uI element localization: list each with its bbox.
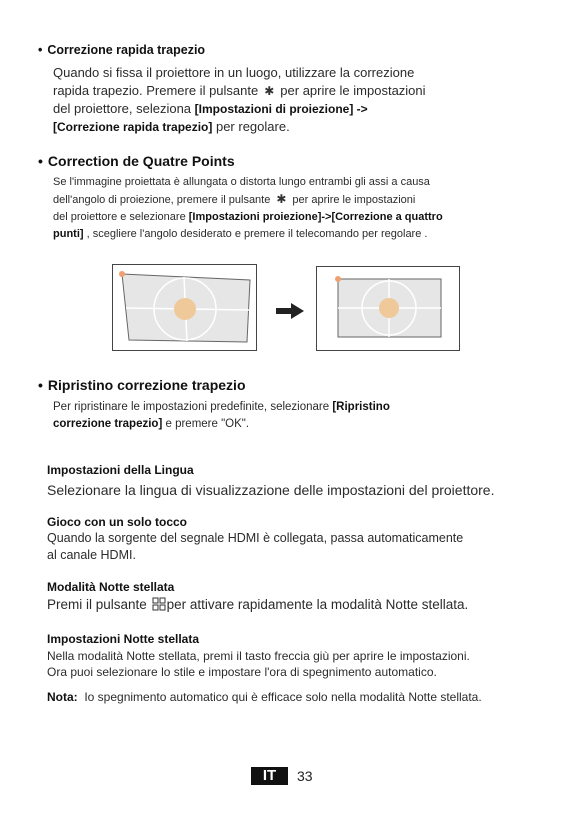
note-label: Nota: — [47, 690, 78, 704]
text-line — [53, 191, 443, 209]
corner-marker-icon — [119, 271, 125, 277]
grid-icon — [152, 597, 166, 614]
paragraph-keystone-reset — [53, 399, 390, 433]
text-line — [53, 118, 426, 136]
heading-language: Impostazioni della Lingua — [47, 463, 194, 477]
text-fragment: per aprire le impostazioni — [280, 83, 426, 98]
text-fragment: dell'angolo di proiezione, premere il pulsante — [53, 194, 271, 206]
right-arrow-icon — [276, 303, 304, 324]
heading-starry-settings: Impostazioni Notte stellata — [47, 632, 200, 646]
text-fragment: per aprire le impostazioni — [292, 194, 416, 206]
heading-text: Ripristino correzione trapezio — [47, 377, 246, 393]
menu-path: [Impostazioni proiezione]->[Correzione a quattro — [188, 211, 443, 223]
heading-text: Correzione rapida trapezio — [47, 43, 206, 57]
paragraph-four-points — [53, 174, 443, 243]
figure-distorted-image — [112, 264, 257, 351]
text-fragment: e premere "OK". — [162, 418, 250, 430]
text-fragment: per attivare rapidamente la modalità Notte stellata. — [166, 597, 469, 613]
paragraph-quick-keystone — [53, 64, 426, 136]
heading-text: Correction de Quatre Points — [47, 153, 235, 169]
bullet-dot: • — [38, 43, 43, 57]
heading-starry-mode: Modalità Notte stellata — [47, 580, 175, 594]
bullet-dot: • — [38, 377, 43, 393]
menu-path: correzione trapezio] — [53, 418, 163, 430]
gear-icon: ✱ — [276, 192, 287, 206]
text-fragment: Per ripristinare le impostazioni predefinite, selezionare — [53, 401, 333, 413]
text-fragment: rapida trapezio. Premere il pulsante — [53, 83, 259, 98]
text-line — [53, 226, 443, 243]
figure-corrected-image — [316, 266, 460, 351]
text-line — [53, 82, 426, 100]
text-line: Ora puoi selezionare lo stile e impostare l'ora di spegnimento automatico. — [47, 665, 437, 679]
text-starry-mode — [47, 597, 468, 614]
text-one-touch — [47, 530, 463, 564]
corrected-projection-illustration — [317, 267, 459, 350]
text-line — [53, 416, 390, 433]
text-starry-settings — [47, 648, 470, 680]
corner-marker-icon — [335, 276, 341, 282]
heading-quick-keystone — [38, 43, 205, 57]
text-line: Nella modalità Notte stellata, premi il tasto freccia giù per aprire le impostazioni. — [47, 649, 470, 663]
text-line: Quando si fissa il proiettore in un luogo, utilizzare la correzione — [53, 65, 415, 80]
gear-icon: ✱ — [264, 84, 275, 98]
menu-path: [Ripristino — [332, 401, 390, 413]
menu-path: [Correzione rapida trapezio] — [53, 120, 213, 134]
note-text: Io spegnimento automatico qui è efficace solo nella modalità Notte stellata. — [84, 690, 482, 704]
heading-keystone-reset — [38, 377, 246, 393]
menu-path: punti] — [53, 228, 84, 240]
text-line — [53, 399, 390, 416]
language-badge: IT — [251, 767, 288, 785]
distorted-projection-illustration — [113, 265, 256, 350]
page-number: 33 — [297, 768, 313, 784]
heading-one-touch: Gioco con un solo tocco — [47, 515, 188, 529]
heading-four-points — [38, 153, 235, 169]
text-fragment: , scegliere l'angolo desiderato e premere il telecomando per regolare . — [83, 228, 428, 240]
text-fragment: del proiettore e selezionare — [53, 211, 189, 223]
bullet-dot: • — [38, 153, 43, 169]
text-language: Selezionare la lingua di visualizzazione delle impostazioni del proiettore. — [47, 482, 495, 498]
text-fragment: Premi il pulsante — [47, 597, 147, 613]
text-line — [53, 209, 443, 226]
text-line: Quando la sorgente del segnale HDMI è collegata, passa automaticamente — [47, 531, 464, 545]
text-line — [53, 100, 426, 118]
note — [47, 690, 482, 704]
text-line: al canale HDMI. — [47, 548, 136, 562]
text-line: Se l'immagine proiettata è allungata o distorta lungo entrambi gli assi a causa — [53, 176, 430, 188]
text-fragment: del proiettore, seleziona — [53, 101, 195, 116]
menu-path: [Impostazioni di proiezione] -> — [194, 102, 368, 116]
text-fragment: per regolare. — [212, 119, 290, 134]
